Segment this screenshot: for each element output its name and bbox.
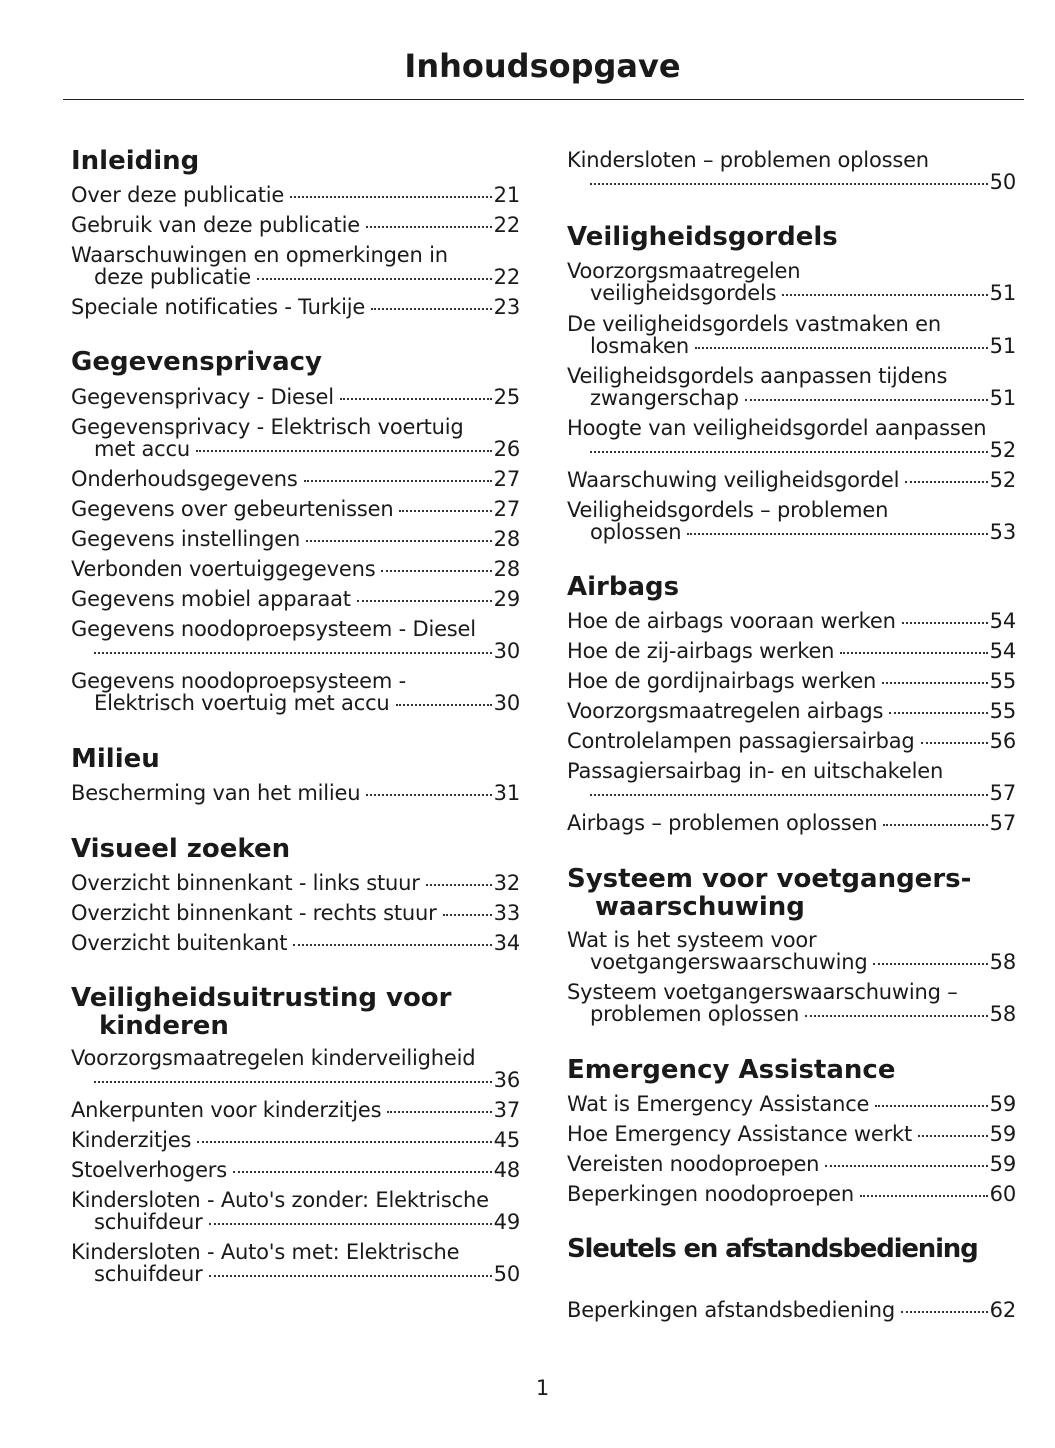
toc-entry-page: 30 (493, 691, 520, 715)
dot-leader (883, 824, 987, 826)
toc-entry[interactable] (567, 365, 1016, 409)
dot-leader (94, 652, 492, 654)
toc-entry[interactable] (567, 1153, 1016, 1175)
dot-leader (825, 1165, 987, 1167)
toc-entry-label: Systeem voetgangerswaarschuwing – (567, 980, 958, 1004)
section-heading-line: Systeem voor voetgangers- (567, 864, 972, 894)
toc-entry-label: Kindersloten - Auto's zonder: Elektrische (71, 1188, 489, 1212)
dot-leader (889, 712, 987, 714)
toc-entry-page: 59 (989, 1152, 1016, 1176)
toc-entry[interactable] (567, 499, 1016, 543)
toc-entry-label-continued: veiligheidsgordels (590, 281, 777, 305)
toc-entry[interactable] (567, 812, 1016, 834)
toc-entry[interactable] (71, 670, 520, 714)
toc-entry-page: 23 (493, 295, 520, 319)
toc-entry-label: Stoelverhogers (71, 1158, 227, 1182)
toc-entry-label-continued: schuifdeur (94, 1262, 203, 1286)
dot-leader (905, 481, 987, 483)
toc-entry-page: 56 (989, 729, 1016, 753)
dot-leader (590, 183, 988, 185)
section-heading-line-continued: kinderen (99, 1011, 229, 1041)
dot-leader (590, 794, 988, 796)
toc-entry[interactable] (567, 929, 1016, 973)
toc-entry-label: Hoogte van veiligheidsgordel aanpassen (567, 416, 987, 440)
dot-leader (695, 347, 988, 349)
toc-entry-label: Overzicht buitenkant (71, 931, 288, 955)
toc-entry-page: 48 (493, 1158, 520, 1182)
toc-entry-page: 26 (493, 437, 520, 461)
toc-entry-page: 31 (493, 781, 520, 805)
toc-entry-page: 28 (493, 527, 520, 551)
dot-leader (805, 1015, 988, 1017)
toc-entry-page: 28 (493, 557, 520, 581)
dot-leader (94, 1081, 492, 1083)
toc-entry-label-continued: oplossen (590, 520, 682, 544)
toc-entry[interactable] (71, 468, 520, 490)
toc-entry[interactable] (71, 184, 520, 206)
dot-leader (304, 480, 492, 482)
toc-entry-label: Hoe de zij-airbags werken (567, 639, 835, 663)
dot-leader (209, 1223, 492, 1225)
dot-leader (399, 510, 491, 512)
toc-entry[interactable] (71, 498, 520, 520)
toc-entry[interactable] (567, 610, 1016, 632)
toc-entry-label: Gegevens over gebeurtenissen (71, 497, 394, 521)
toc-entry-label: Kindersloten - Auto's met: Elektrische (71, 1240, 460, 1264)
page-number: 1 (535, 1376, 550, 1400)
toc-entry-label: Voorzorgsmaatregelen kinderveiligheid (71, 1046, 476, 1070)
dot-leader (381, 570, 491, 572)
section-heading-milieu: Milieu (71, 744, 160, 774)
toc-entry-label: De veiligheidsgordels vastmaken en (567, 312, 941, 336)
toc-entry[interactable] (71, 1047, 520, 1091)
toc-entry[interactable] (567, 1093, 1016, 1115)
toc-entry-label: Onderhoudsgegevens (71, 467, 298, 491)
toc-entry[interactable] (71, 1129, 520, 1151)
toc-entry-page: 52 (989, 468, 1016, 492)
toc-entry[interactable] (567, 981, 1016, 1025)
toc-entry-page: 30 (493, 639, 520, 663)
toc-entry-label: Kindersloten – problemen oplossen (567, 148, 929, 172)
toc-entry[interactable] (567, 670, 1016, 692)
dot-leader (918, 1135, 988, 1137)
toc-entry-page: 22 (493, 265, 520, 289)
dot-leader (443, 914, 492, 916)
toc-entry-page: 54 (989, 609, 1016, 633)
dot-leader (366, 226, 492, 228)
toc-entry-page: 55 (989, 669, 1016, 693)
toc-entry-page: 22 (493, 213, 520, 237)
toc-entry-page: 57 (989, 781, 1016, 805)
toc-entry-page: 59 (989, 1092, 1016, 1116)
section-heading-emergency-assistance: Emergency Assistance (567, 1055, 896, 1085)
toc-entry-label-continued: Elektrisch voertuig met accu (94, 691, 390, 715)
toc-entry[interactable] (567, 730, 1016, 752)
toc-entry[interactable] (567, 469, 1016, 491)
toc-entry-label: Controlelampen passagiersairbag (567, 729, 915, 753)
dot-leader (257, 278, 492, 280)
section-heading-inleiding: Inleiding (71, 146, 200, 176)
toc-entry-page: 50 (493, 1262, 520, 1286)
toc-entry-label: Wat is Emergency Assistance (567, 1092, 870, 1116)
toc-entry-page: 33 (493, 901, 520, 925)
toc-entry-label: Waarschuwingen en opmerkingen in (71, 243, 448, 267)
toc-entry-page: 57 (989, 811, 1016, 835)
toc-entry-label: Airbags – problemen oplossen (567, 811, 878, 835)
toc-entry-page: 59 (989, 1122, 1016, 1146)
dot-leader (840, 652, 987, 654)
toc-entry-label: Voorzorgsmaatregelen (567, 259, 801, 283)
toc-entry-label: Overzicht binnenkant - links stuur (71, 871, 420, 895)
toc-entry[interactable] (71, 1159, 520, 1181)
toc-entry-label-continued: met accu (94, 437, 190, 461)
dot-leader (396, 704, 492, 706)
toc-entry-page: 34 (493, 931, 520, 955)
dot-leader (902, 622, 988, 624)
toc-entry-page: 58 (989, 1002, 1016, 1026)
dot-leader (306, 540, 492, 542)
toc-entry-label: Overzicht binnenkant - rechts stuur (71, 901, 437, 925)
toc-entry-label: Voorzorgsmaatregelen airbags (567, 699, 884, 723)
toc-entry-label: Over deze publicatie (71, 183, 285, 207)
dot-leader (875, 1105, 987, 1107)
toc-entry-label-continued: losmaken (590, 334, 689, 358)
dot-leader (426, 884, 492, 886)
section-heading-visueel-zoeken: Visueel zoeken (71, 834, 291, 864)
toc-entry-label: Gegevens noodoproepsysteem - (71, 669, 406, 693)
toc-entry[interactable] (567, 1183, 1016, 1205)
toc-entry[interactable] (71, 872, 520, 894)
toc-entry-label: Speciale notificaties - Turkije (71, 295, 366, 319)
toc-entry-label: Gegevens instellingen (71, 527, 301, 551)
toc-entry-page: 21 (493, 183, 520, 207)
toc-entry-page: 50 (989, 170, 1016, 194)
toc-entry-label: Hoe Emergency Assistance werkt (567, 1122, 913, 1146)
dot-leader (901, 1311, 988, 1313)
toc-entry-label: Hoe de gordijnairbags werken (567, 669, 877, 693)
toc-entry[interactable] (567, 700, 1016, 722)
toc-entry[interactable] (71, 1241, 520, 1285)
section-heading-veiligheidsgordels: Veiligheidsgordels (567, 222, 838, 252)
toc-entry-page: 62 (989, 1298, 1016, 1322)
section-heading-veiligheidsuitrusting-kinderen (71, 984, 520, 1040)
toc-entry[interactable] (567, 760, 1016, 804)
dot-leader (873, 963, 987, 965)
toc-entry[interactable] (71, 386, 520, 408)
dot-leader (371, 308, 492, 310)
dot-leader (745, 399, 988, 401)
toc-entry-page: 54 (989, 639, 1016, 663)
toc-entry-page: 49 (493, 1210, 520, 1234)
toc-entry[interactable] (567, 260, 1016, 304)
toc-entry-page: 45 (493, 1128, 520, 1152)
toc-entry[interactable] (71, 528, 520, 550)
toc-entry-page: 51 (989, 281, 1016, 305)
toc-entry-label: Wat is het systeem voor (567, 928, 817, 952)
toc-entry-page: 51 (989, 386, 1016, 410)
toc-entry-page: 55 (989, 699, 1016, 723)
toc-entry-label: Ankerpunten voor kinderzitjes (71, 1098, 382, 1122)
toc-entry-label-continued: schuifdeur (94, 1210, 203, 1234)
title-divider (63, 99, 1024, 100)
toc-entry-label: Gegevens noodoproepsysteem - Diesel (71, 617, 476, 641)
toc-entry[interactable] (567, 313, 1016, 357)
dot-leader (366, 794, 491, 796)
toc-entry-page: 25 (493, 385, 520, 409)
toc-entry-page: 29 (493, 587, 520, 611)
toc-entry[interactable] (71, 932, 520, 954)
toc-entry[interactable] (71, 1099, 520, 1121)
toc-entry-page: 52 (989, 438, 1016, 462)
toc-entry[interactable] (71, 782, 520, 804)
toc-entry-page: 51 (989, 334, 1016, 358)
toc-entry[interactable] (71, 902, 520, 924)
toc-entry-label: Beperkingen noodoproepen (567, 1182, 854, 1206)
page-title: Inhoudsopgave (404, 47, 681, 85)
toc-entry-label-continued: zwangerschap (590, 386, 739, 410)
toc-entry[interactable] (71, 296, 520, 318)
section-heading-gegevensprivacy: Gegevensprivacy (71, 347, 322, 377)
toc-entry[interactable] (71, 588, 520, 610)
toc-entry[interactable] (71, 416, 520, 460)
toc-entry[interactable] (71, 618, 520, 662)
section-heading-airbags: Airbags (567, 572, 680, 602)
toc-entry-label-continued: voetgangerswaarschuwing (590, 950, 868, 974)
toc-entry-label: Bescherming van het milieu (71, 781, 361, 805)
toc-entry-label: Gegevens mobiel apparaat (71, 587, 351, 611)
toc-entry[interactable] (567, 417, 1016, 461)
dot-leader (209, 1275, 492, 1277)
dot-leader (197, 1141, 491, 1143)
dot-leader (387, 1111, 491, 1113)
toc-entry[interactable] (567, 640, 1016, 662)
toc-entry-page: 37 (493, 1098, 520, 1122)
dot-leader (687, 533, 987, 535)
toc-entry-label-continued: problemen oplossen (590, 1002, 800, 1026)
toc-entry-page: 36 (493, 1068, 520, 1092)
dot-leader (357, 600, 492, 602)
toc-entry-page: 53 (989, 520, 1016, 544)
toc-entry-page: 58 (989, 950, 1016, 974)
toc-entry-label: Vereisten noodoproepen (567, 1152, 820, 1176)
dot-leader (293, 944, 491, 946)
toc-entry-label: Gegevensprivacy - Diesel (71, 385, 334, 409)
section-heading-line-continued: waarschuwing (595, 892, 805, 922)
toc-entry-page: 27 (493, 497, 520, 521)
dot-leader (233, 1171, 492, 1173)
toc-entry-page: 32 (493, 871, 520, 895)
toc-entry[interactable] (71, 1189, 520, 1233)
toc-entry-label: Waarschuwing veiligheidsgordel (567, 468, 900, 492)
toc-entry-page: 27 (493, 467, 520, 491)
toc-entry-label: Kinderzitjes (71, 1128, 192, 1152)
dot-leader (290, 196, 492, 198)
toc-entry[interactable] (71, 214, 520, 236)
dot-leader (782, 294, 987, 296)
toc-entry-label: Verbonden voertuiggegevens (71, 557, 376, 581)
section-heading-line: Veiligheidsuitrusting voor (71, 983, 452, 1013)
toc-entry-label: Hoe de airbags vooraan werken (567, 609, 896, 633)
dot-leader (921, 742, 988, 744)
toc-entry-label: Beperkingen afstandsbediening (567, 1298, 895, 1322)
dot-leader (590, 451, 988, 453)
dot-leader (196, 450, 492, 452)
dot-leader (882, 682, 988, 684)
toc-entry-label: Passagiersairbag in- en uitschakelen (567, 759, 944, 783)
toc-entry[interactable] (567, 1299, 1016, 1321)
toc-entry[interactable] (567, 1123, 1016, 1145)
toc-entry-label: Gegevensprivacy - Elektrisch voertuig (71, 415, 464, 439)
toc-entry[interactable] (567, 149, 1016, 193)
toc-entry-label-continued: deze publicatie (94, 265, 251, 289)
dot-leader (860, 1195, 988, 1197)
section-heading-voetgangerswaarschuwing (567, 865, 1016, 921)
toc-entry-label: Gebruik van deze publicatie (71, 213, 360, 237)
toc-entry-label: Veiligheidsgordels aanpassen tijdens (567, 364, 948, 388)
toc-entry[interactable] (71, 558, 520, 580)
toc-entry-page: 60 (989, 1182, 1016, 1206)
dot-leader (340, 398, 492, 400)
toc-entry[interactable] (71, 244, 520, 288)
toc-entry-label: Veiligheidsgordels – problemen (567, 498, 889, 522)
section-heading-sleutels-afstandsbediening: Sleutels en afstandsbediening (567, 1234, 978, 1264)
